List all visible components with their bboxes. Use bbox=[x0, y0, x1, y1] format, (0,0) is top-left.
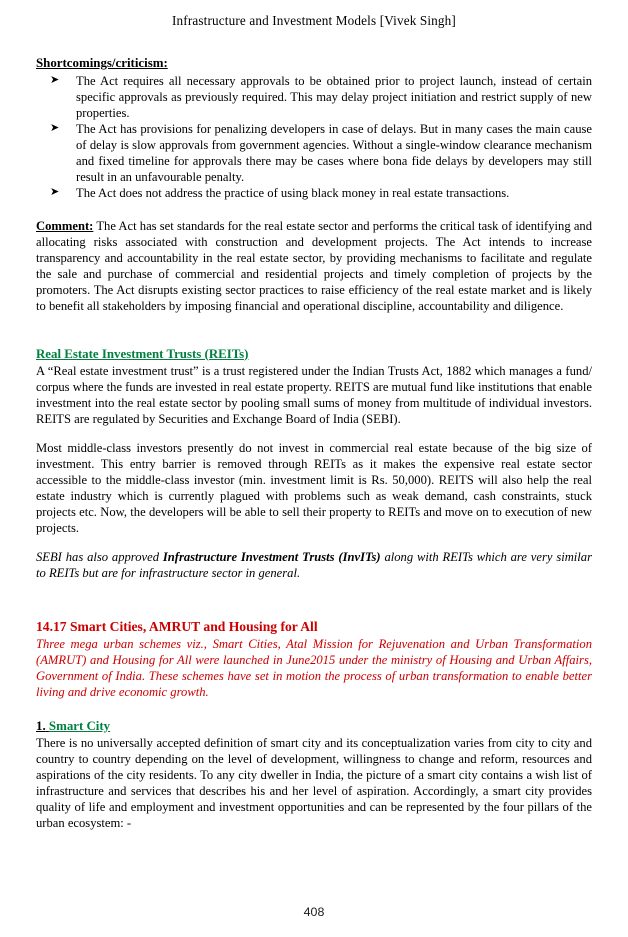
spacer bbox=[36, 700, 592, 717]
comment-paragraph bbox=[36, 218, 592, 314]
smart-cities-intro: Three mega urban schemes viz., Smart Cities, Atal Mission for Rejuvenation and Urban Transformation (AMRUT) and Housing for All were launched in June2015 under the ministry of Housing and Urban Affairs, Government of India. These schemes have set in motion the process of urban transformation to enable better living and drive economic growth. bbox=[36, 636, 592, 699]
list-item bbox=[50, 185, 592, 201]
reits-heading: Real Estate Investment Trusts (REITs) bbox=[36, 346, 249, 361]
smart-cities-section bbox=[36, 618, 592, 831]
smart-city-title: Smart City bbox=[48, 718, 111, 733]
running-header: Infrastructure and Investment Models [Vivek Singh] bbox=[172, 13, 456, 28]
arrow-bullet-icon: ➤ bbox=[50, 120, 60, 134]
spacer bbox=[36, 581, 592, 612]
comment-text: The Act has set standards for the real estate sector and performs the critical task of identifying and allocating risks associated with construction and development projects. The Act intends to increase transparency and accountability in the real estate sector, by providing mechanisms to facilitate and regulate the sale and purchase of commercial and residential projects and timely completion of projects by the promoters. The Act disrupts existing sector practices to raise efficiency of the real estate market and is likely to benefit all stakeholders by imposing financial and operational discipline, accountability and diligence. bbox=[36, 218, 592, 313]
spacer bbox=[36, 314, 592, 345]
arrow-bullet-icon: ➤ bbox=[50, 184, 60, 198]
comment-label: Comment: bbox=[36, 218, 94, 233]
invits-note-tail: along with REITs which are very similar to REITs but are for infrastructure sector in general. bbox=[36, 549, 593, 580]
list-item-text: The Act does not address the practice of using black money in real estate transactions. bbox=[76, 185, 510, 200]
spacer bbox=[36, 536, 592, 549]
list-item-text: The Act has provisions for penalizing developers in case of delays. But in many cases the main cause of delay is slow approvals from government agencies. Without a single-window clearance mechanism and fixed timeline for approvals there may be cases where bona fide delays by developers may still result in an unfavourable penalty. bbox=[76, 121, 592, 184]
invits-note-lead: SEBI has also approved bbox=[36, 549, 163, 564]
document-body bbox=[36, 54, 592, 831]
reits-paragraph-2: Most middle-class investors presently do not invest in commercial real estate because of the big size of investment. This entry barrier is removed through REITs as it makes the expensive real estate sector accessible to the middle-class investor (min. investment limit is Rs. 50,000). REITS will also help the real estate industry which is currently plagued with problems such as weak demand, cash constraints, stuck projects etc. Now, the developers will be able to sell their property to REITs and move on to execution of new projects. bbox=[36, 440, 592, 535]
reits-paragraph-1: A “Real estate investment trust” is a trust registered under the Indian Trusts Act, 1882 which manages a fund/ corpus where the funds are invested in real estate property. REITS are mutual fund like institutions that enable investment into the real estate sector by pooling small sums of money from multitude of individual investors. REITS are regulated by Securities and Exchange Board of India (SEBI). bbox=[36, 363, 592, 426]
shortcomings-heading: Shortcomings/criticism: bbox=[36, 55, 168, 70]
page-number: 408 bbox=[303, 905, 325, 919]
list-item-text: The Act requires all necessary approvals to be obtained prior to project launch, instead of certain specific approvals as previously required. This may delay project initiation and restrict supply of new properties. bbox=[76, 73, 592, 120]
list-item bbox=[50, 121, 592, 185]
invits-emphasis: Infrastructure Investment Trusts (InvITs) bbox=[162, 549, 381, 564]
reits-section bbox=[36, 345, 592, 581]
arrow-bullet-icon: ➤ bbox=[50, 72, 60, 86]
invits-note bbox=[36, 549, 592, 581]
smart-city-number: 1. bbox=[36, 718, 46, 733]
spacer bbox=[36, 201, 592, 218]
shortcomings-section bbox=[36, 54, 592, 201]
shortcomings-bullet-list bbox=[36, 73, 592, 201]
smart-city-subheading bbox=[36, 717, 592, 735]
smart-cities-heading: 14.17 Smart Cities, AMRUT and Housing for All bbox=[36, 618, 318, 634]
list-item bbox=[50, 73, 592, 121]
spacer bbox=[36, 427, 592, 440]
smart-city-paragraph: There is no universally accepted definition of smart city and its conceptualization varies from city to city and country to country depending on the level of development, willingness to change and reform, resources and aspirations of the city residents. To any city dweller in India, the picture of a smart city contains a wish list of infrastructure and services that describes his and her level of aspiration. Accordingly, a smart city provides quality of life and employment and investment opportunities and can be represented by the four pillars of the urban ecosystem: - bbox=[36, 735, 592, 830]
